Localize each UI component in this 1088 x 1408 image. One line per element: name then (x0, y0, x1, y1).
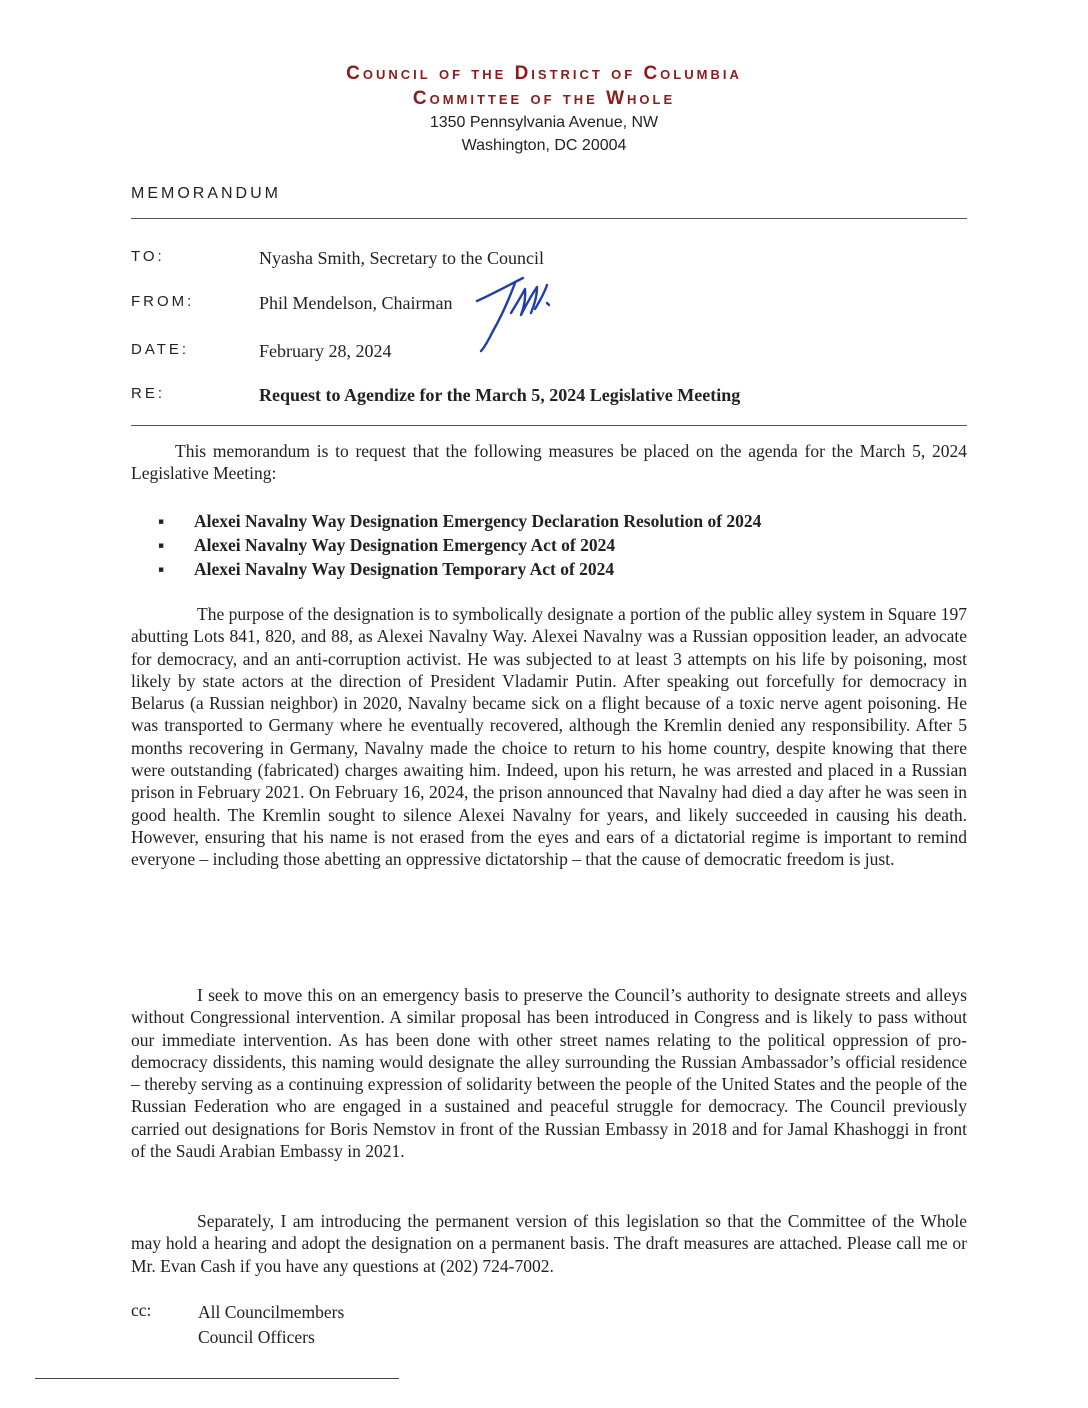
committee-name: Committee of the Whole (412, 88, 676, 109)
list-item (158, 509, 761, 533)
city-address: Washington, DC 20004 (461, 137, 627, 154)
from-value: Phil Mendelson, Chairman (259, 293, 453, 313)
cc-recipient: All Councilmembers (198, 1302, 345, 1322)
list-item (158, 533, 761, 557)
emergency-paragraph: I seek to move this on an emergency basis to preserve the Council’s authority to designate streets and alleys without Congressional intervention. A similar proposal has been introduced in Congress and is likely to pass without our immediate intervention. As has been done with other street names relating to the political oppression of pro-democracy dissidents, this naming would designate the alley surrounding the Russian Ambassador’s official residence – thereby serving as a continuing expression of solidarity between the people of the United States and the people of the Russian Federation who are engaged in a sustained and peaceful struggle for democracy. The Council previously carried out designations for Boris Nemstov in front of the Russian Embassy in 2018 and for Jamal Khashoggi in front of the Saudi Arabian Embassy in 2021. (131, 985, 967, 1162)
list-item (158, 557, 761, 581)
to-value: Nyasha Smith, Secretary to the Council (259, 248, 544, 268)
re-value: Request to Agendize for the March 5, 2024 Legislative Meeting (259, 385, 741, 405)
footer-rule (35, 1378, 399, 1379)
header-bottom-rule (131, 425, 967, 426)
intro-paragraph: This memorandum is to request that the following measures be placed on the agenda for the March 5, 2024 Legislative Meeting: (131, 441, 967, 484)
measure-title: Alexei Navalny Way Designation Emergency Declaration Resolution of 2024 (194, 511, 762, 531)
re-row (131, 385, 967, 409)
separately-paragraph: Separately, I am introducing the permanent version of this legislation so that the Committee of the Whole may hold a hearing and adopt the designation on a permanent basis. The draft measures are attached. Please call me or Mr. Evan Cash if you have any questions at (202) 724-7002. (131, 1211, 967, 1276)
date-label: DATE: (131, 341, 190, 358)
to-row (131, 248, 967, 272)
bullet-icon: ▪ (158, 559, 165, 579)
memorandum-label: MEMORANDUM (131, 185, 281, 202)
to-label: TO: (131, 248, 165, 265)
street-address: 1350 Pennsylvania Avenue, NW (429, 114, 659, 131)
purpose-paragraph: The purpose of the designation is to symbolically designate a portion of the public alley system in Square 197 abutting Lots 841, 820, and 88, as Alexei Navalny Way. Alexei Navalny was a Russian opposition leader, an advocate for democracy, and an anti-corruption activist. He was subjected to at least 3 attempts on his life by poisoning, most likely by state actors at the direction of President Vladamir Putin. After speaking out forcefully for democracy in Belarus (a Russian neighbor) in 2020, Navalny became sick on a flight because of a toxic nerve agent poisoning. He was transported to Germany where he eventually recovered, although the Kremlin denied any responsibility. After 5 months recovering in Germany, Navalny made the choice to return to his home country, despite knowing that there were outstanding (fabricated) charges awaiting him. Indeed, upon his return, he was arrested and placed in a Russian prison in February 2021. On February 16, 2024, the prison announced that Navalny had died a day after he was seen in good health. The Kremlin sought to silence Alexei Navalny for years, and likely succeeded in causing his death. However, ensuring that his name is not erased from the eyes and ears of a dictatorial regime is important to remind everyone – including those abetting an oppressive dictatorship – that the cause of democratic freedom is just. (131, 604, 967, 870)
signature-mark (475, 273, 560, 353)
council-name: Council of the District of Columbia (346, 63, 742, 84)
bullet-icon: ▪ (158, 535, 165, 555)
letterhead (0, 61, 1088, 157)
measure-title: Alexei Navalny Way Designation Emergency Act of 2024 (194, 535, 616, 555)
from-label: FROM: (131, 293, 195, 310)
measures-list (158, 509, 761, 581)
header-top-rule (131, 218, 967, 219)
cc-recipients (198, 1300, 344, 1350)
cc-recipient: Council Officers (198, 1327, 315, 1347)
cc-label: cc: (131, 1300, 152, 1320)
date-value: February 28, 2024 (259, 341, 392, 361)
measure-title: Alexei Navalny Way Designation Temporary Act of 2024 (194, 559, 615, 579)
bullet-icon: ▪ (158, 511, 165, 531)
re-label: RE: (131, 385, 166, 402)
